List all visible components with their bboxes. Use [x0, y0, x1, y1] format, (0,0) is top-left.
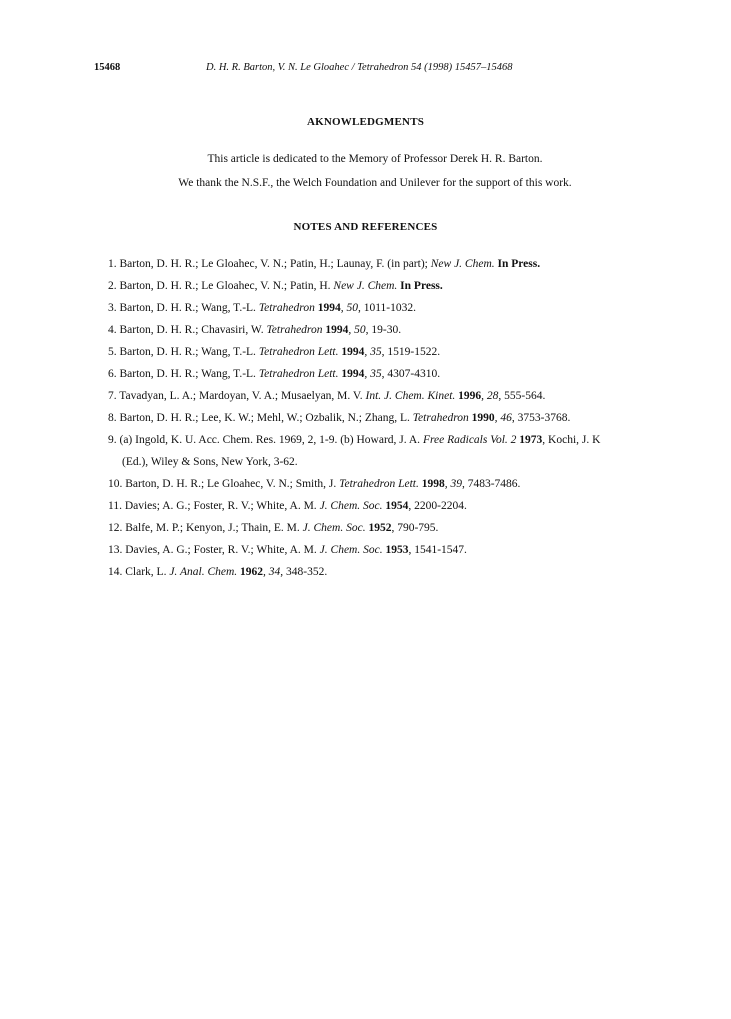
reference-item: 9. (a) Ingold, K. U. Acc. Chem. Res. 1969, 2, 1-9. (b) Howard, J. A. Free Radicals Vol. 2 1973, Kochi, J. K	[108, 434, 601, 446]
reference-item: 3. Barton, D. H. R.; Wang, T.-L. Tetrahedron 1994, 50, 1011-1032.	[108, 302, 416, 314]
reference-item: 1. Barton, D. H. R.; Le Gloahec, V. N.; Patin, H.; Launay, F. (in part); New J. Chem. In Press.	[108, 258, 541, 270]
ack-line-1: This article is dedicated to the Memory of Professor Derek H. R. Barton.	[207, 153, 543, 165]
reference-item: 14. Clark, L. J. Anal. Chem. 1962, 34, 348-352.	[108, 566, 328, 578]
reference-item: 7. Tavadyan, L. A.; Mardoyan, V. A.; Musaelyan, M. V. Int. J. Chem. Kinet. 1996, 28, 555-564.	[108, 390, 546, 402]
reference-item: 2. Barton, D. H. R.; Le Gloahec, V. N.; Patin, H. New J. Chem. In Press.	[108, 280, 443, 292]
reference-item: 5. Barton, D. H. R.; Wang, T.-L. Tetrahedron Lett. 1994, 35, 1519-1522.	[108, 346, 441, 358]
reference-item: 13. Davies, A. G.; Foster, R. V.; White, A. M. J. Chem. Soc. 1953, 1541-1547.	[108, 544, 467, 556]
reference-item: 12. Balfe, M. P.; Kenyon, J.; Thain, E. M. J. Chem. Soc. 1952, 790-795.	[108, 522, 439, 534]
ack-line-2: We thank the N.S.F., the Welch Foundation and Unilever for the support of this work.	[178, 177, 572, 189]
page-number: 15468	[94, 62, 121, 73]
reference-item-continuation: (Ed.), Wiley & Sons, New York, 3-62.	[122, 456, 298, 468]
acknowledgments-title: AKNOWLEDGMENTS	[306, 116, 425, 128]
references-title: NOTES AND REFERENCES	[293, 221, 438, 233]
reference-item: 10. Barton, D. H. R.; Le Gloahec, V. N.; Smith, J. Tetrahedron Lett. 1998, 39, 7483-7486.	[108, 478, 521, 490]
reference-item: 11. Davies; A. G.; Foster, R. V.; White, A. M. J. Chem. Soc. 1954, 2200-2204.	[108, 500, 467, 512]
reference-item: 8. Barton, D. H. R.; Lee, K. W.; Mehl, W.; Ozbalik, N.; Zhang, L. Tetrahedron 1990, 46, 3753-3768.	[108, 412, 571, 424]
reference-item: 4. Barton, D. H. R.; Chavasiri, W. Tetrahedron 1994, 50, 19-30.	[108, 324, 402, 336]
running-head: D. H. R. Barton, V. N. Le Gloahec / Tetrahedron 54 (1998) 15457–15468	[206, 62, 513, 73]
reference-item: 6. Barton, D. H. R.; Wang, T.-L. Tetrahedron Lett. 1994, 35, 4307-4310.	[108, 368, 441, 380]
